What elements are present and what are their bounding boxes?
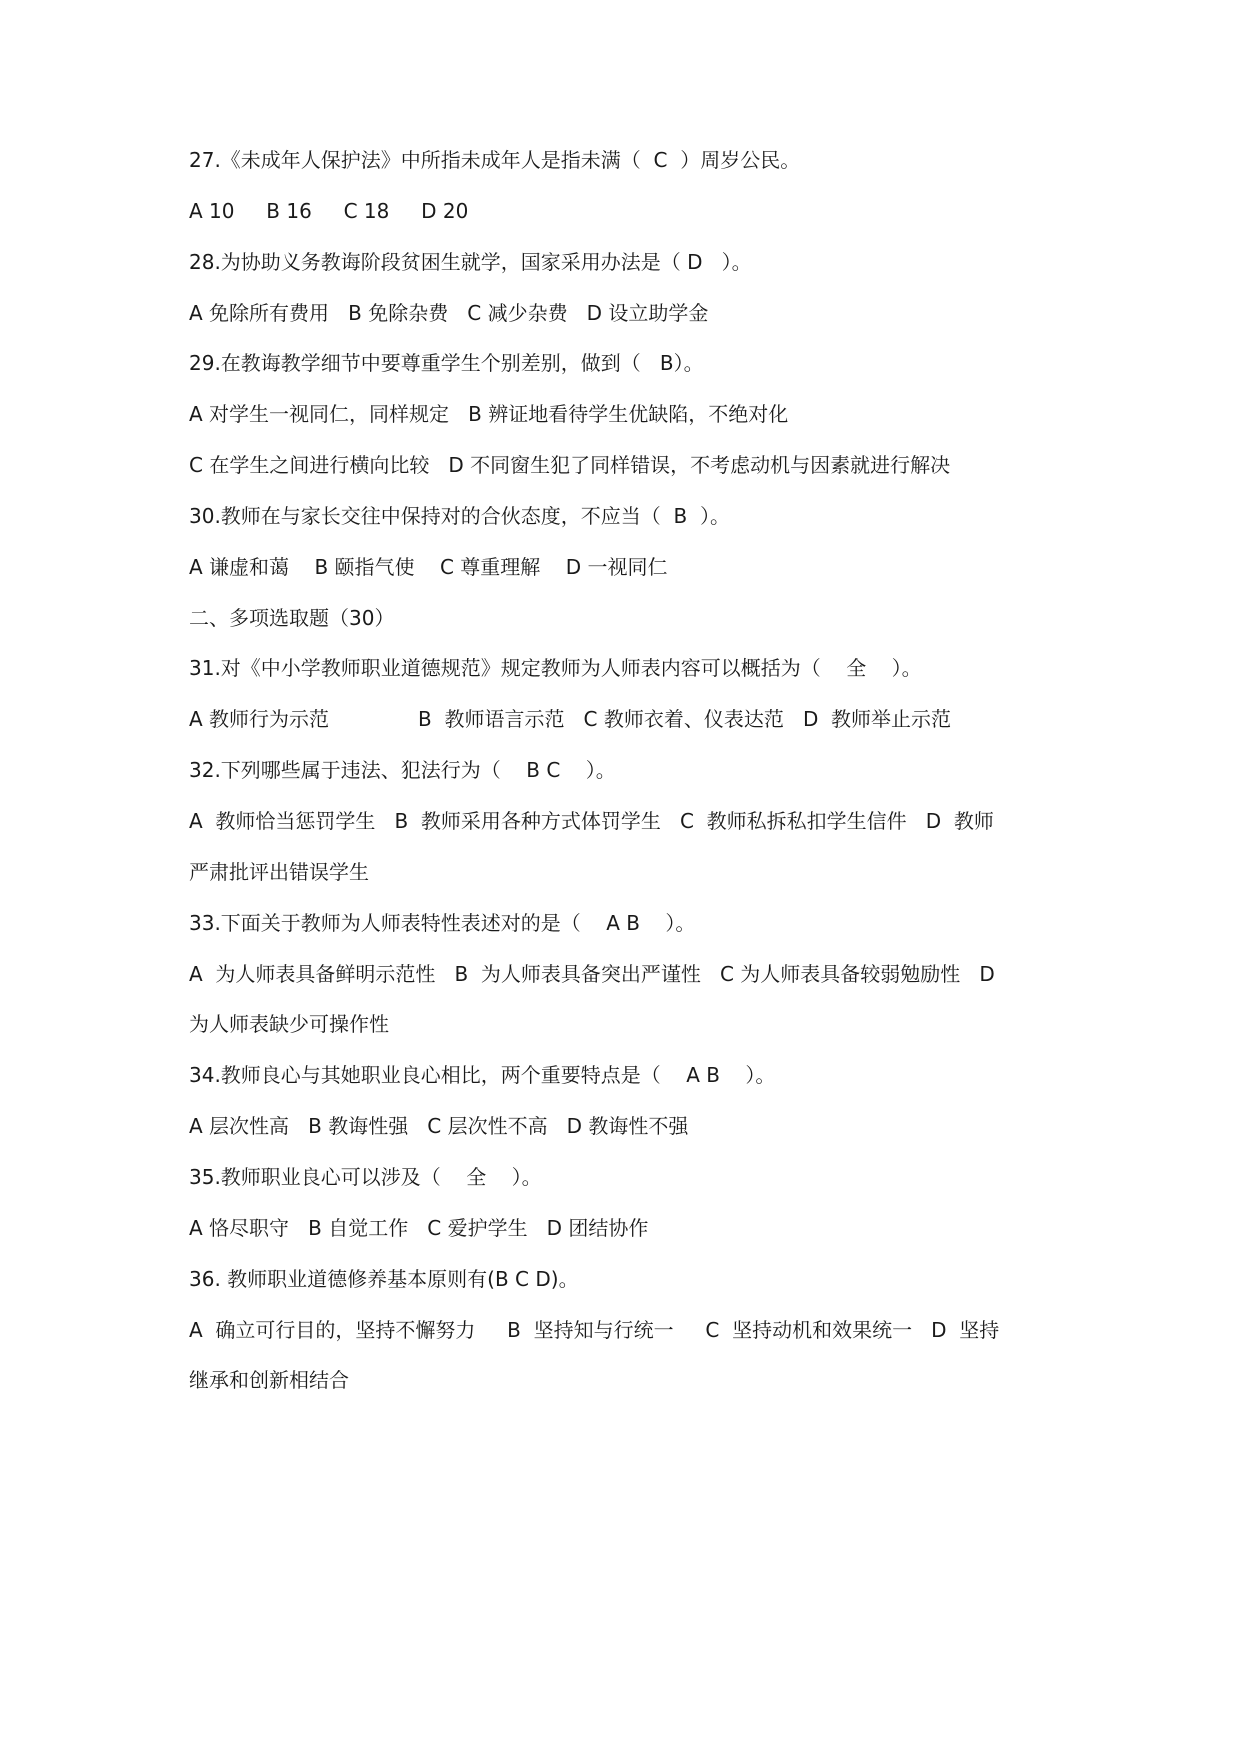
options-32-line-2: 严肃批评出错误学生 — [189, 860, 369, 884]
options-36-line-2: 继承和创新相结合 — [189, 1368, 349, 1392]
options-29-line-2: C 在学生之间进行横向比较 D 不同窗生犯了同样错误，不考虑动机与因素就进行解决 — [189, 453, 951, 477]
options-36-line-1: A 确立可行目的，坚持不懈努力 B 坚持知与行统一 C 坚持动机和效果统一 D 坚持 — [189, 1318, 1000, 1342]
section-heading-multiple-choice: 二、多项选取题（30） — [189, 606, 395, 630]
question-29: 29.在教诲教学细节中要尊重学生个别差别，做到（ B）。 — [189, 351, 704, 375]
options-35: A 恪尽职守 B 自觉工作 C 爱护学生 D 团结协作 — [189, 1216, 649, 1240]
question-33: 33.下面关于教师为人师表特性表述对的是（ A B ）。 — [189, 911, 696, 935]
question-34: 34.教师良心与其她职业良心相比，两个重要特点是（ A B ）。 — [189, 1063, 776, 1087]
options-28: A 免除所有费用 B 免除杂费 C 减少杂费 D 设立助学金 — [189, 301, 709, 325]
options-34: A 层次性高 B 教诲性强 C 层次性不高 D 教诲性不强 — [189, 1114, 689, 1138]
options-29-line-1: A 对学生一视同仁，同样规定 B 辨证地看待学生优缺陷，不绝对化 — [189, 402, 789, 426]
options-32-line-1: A 教师恰当惩罚学生 B 教师采用各种方式体罚学生 C 教师私拆私扣学生信件 D 教师 — [189, 809, 994, 833]
options-33-line-2: 为人师表缺少可操作性 — [189, 1012, 389, 1036]
question-28: 28.为协助义务教诲阶段贫困生就学，国家采用办法是（ D ）。 — [189, 250, 752, 274]
question-27: 27.《未成年人保护法》中所指未成年人是指未满（ C ）周岁公民。 — [189, 148, 801, 172]
options-31: A 教师行为示范 B 教师语言示范 C 教师衣着、仪表达范 D 教师举止示范 — [189, 707, 952, 731]
options-30: A 谦虚和蔼 B 颐指气使 C 尊重理解 D 一视同仁 — [189, 555, 668, 579]
options-33-line-1: A 为人师表具备鲜明示范性 B 为人师表具备突出严谨性 C 为人师表具备较弱勉励性 D — [189, 962, 995, 986]
question-31: 31.对《中小学教师职业道德规范》规定教师为人师表内容可以概括为（ 全 ）。 — [189, 656, 922, 680]
question-35: 35.教师职业良心可以涉及（ 全 ）。 — [189, 1165, 542, 1189]
options-27: A 10 B 16 C 18 D 20 — [189, 199, 469, 223]
question-32: 32.下列哪些属于违法、犯法行为（ B C ）。 — [189, 758, 616, 782]
question-30: 30.教师在与家长交往中保持对的合伙态度，不应当（ B ）。 — [189, 504, 730, 528]
question-36: 36. 教师职业道德修养基本原则有(B C D)。 — [189, 1267, 579, 1291]
